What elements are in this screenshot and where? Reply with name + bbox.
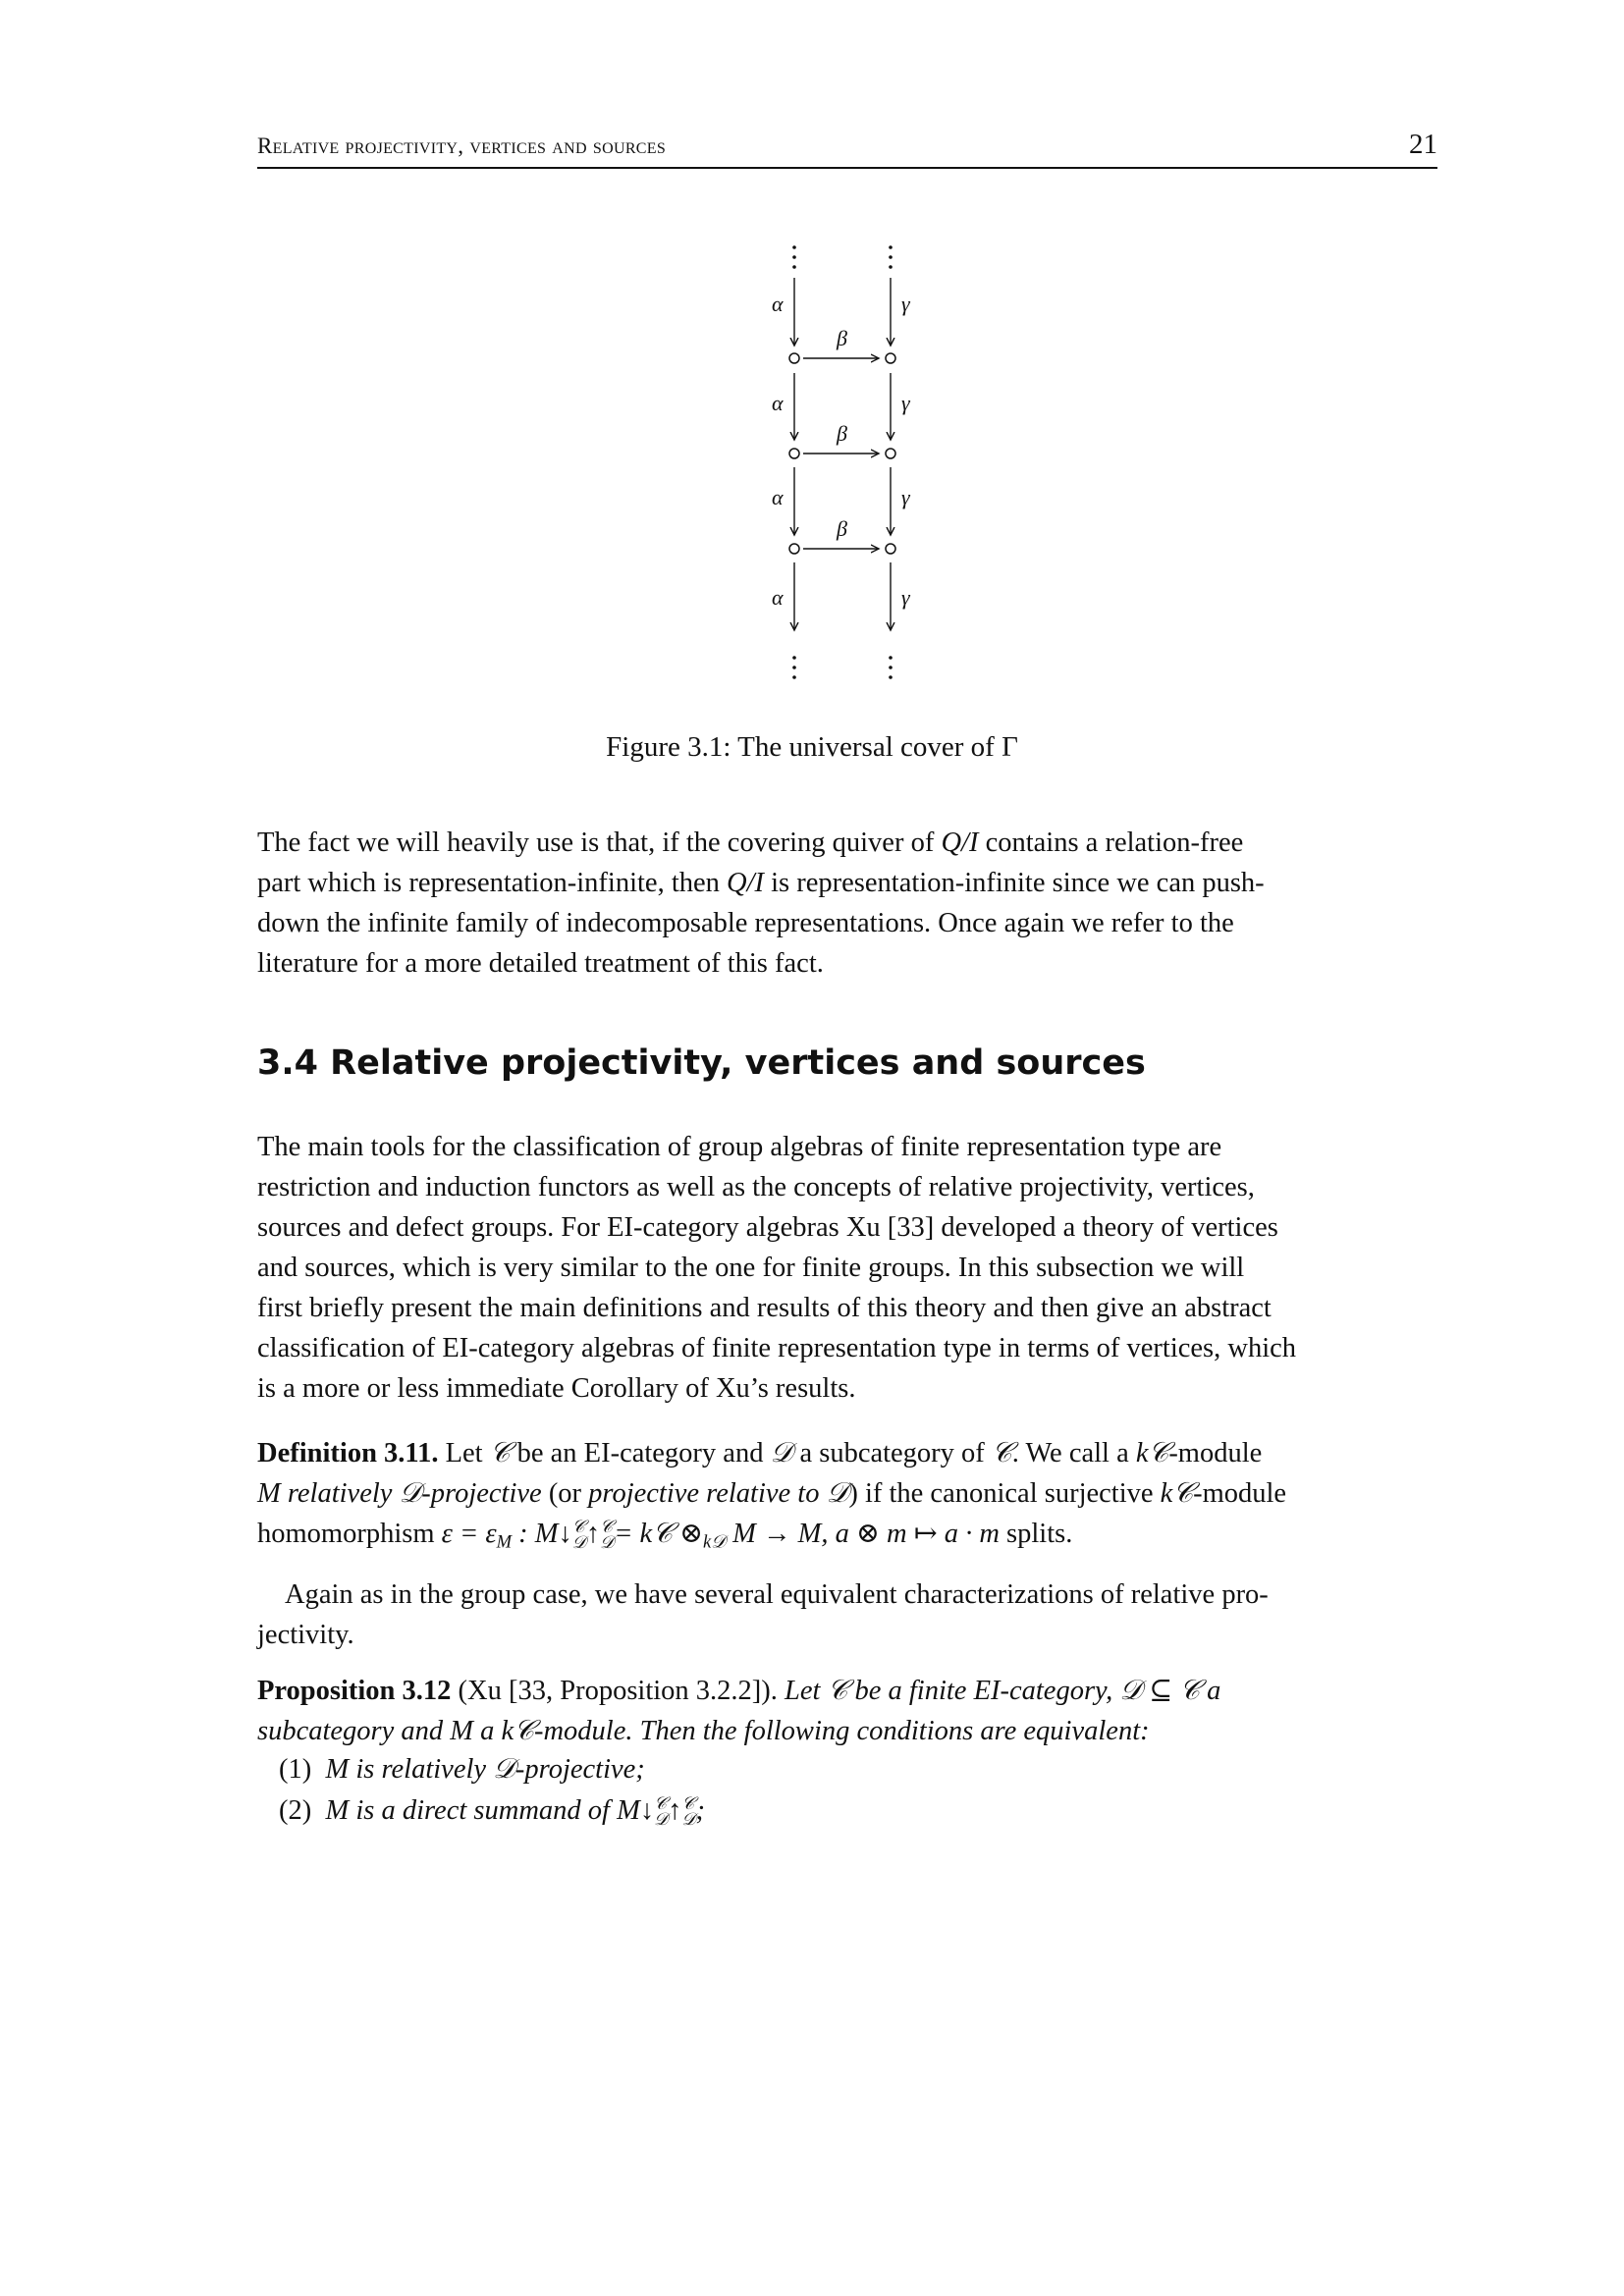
vertical-dots-bottom-right — [889, 656, 893, 679]
vertical-dots-top-right — [889, 245, 893, 269]
label-alpha-3: α — [772, 485, 784, 509]
label-beta-1: β — [837, 326, 847, 350]
label-alpha-2: α — [772, 391, 784, 415]
vertical-dots-bottom-left — [792, 656, 796, 679]
paragraph-intro: The main tools for the classification of group algebras of finite representation type are restriction and induction functors as well as the concepts of relative projectivity, vertices, sources and defect groups. For EI-category algebras Xu [33] developed a theory of vertices and sources, which is very similar to the one for finite groups. In this subsection we will first briefly present the main definitions and results of this theory and then give an abstract classification of EI-category algebras of finite representation type in terms of vertices, which is a more or less immediate Corollary of Xu’s results. — [257, 1132, 1297, 1404]
label-alpha-4: α — [772, 585, 784, 610]
label-gamma-3: γ — [901, 485, 910, 509]
paragraph-covering: The fact we will heavily use is that, if the covering quiver of Q/I contains a relation-free part which is representation-infinite, then Q/I is representation-infinite since we can push- down the infinite family of indecomposable representations. Once again we refer to the literature for a more detailed treatment of this fact. — [257, 828, 1265, 979]
definition-label: Definition 3.11. — [257, 1438, 439, 1468]
proposition-item-1: (1) M is relatively 𝒟-projective; — [279, 1754, 645, 1785]
page-number: 21 — [1409, 129, 1437, 160]
definition-formula: $\varepsilon = \varepsilon_M$ : M↓𝒞 𝒟↑𝒞 𝒟= k𝒞 $\otimes_{k𝒟}$ M → M, a ⊗ m ↦ a · m — [441, 1517, 1000, 1553]
proposition-label: Proposition 3.12 — [257, 1676, 452, 1706]
vertical-dots-top-left — [792, 245, 796, 269]
running-title: Relative projectivity, vertices and sources — [257, 133, 667, 158]
label-beta-3: β — [837, 516, 847, 541]
label-alpha-1: α — [772, 292, 784, 316]
definition-3-11: Definition 3.11. Let 𝒞 be an EI-category and 𝒟 a subcategory of 𝒞. We call a k𝒞-module M relatively 𝒟-projective (or projective relative to 𝒟) if the canonical surjective k𝒞-module homomorphism $\varepsilon = \varepsilon_M$ : M↓𝒞 𝒟↑𝒞 𝒟= k𝒞 $\otimes_{k𝒟}$ M → M, a ⊗ m ↦ a · m splits. — [257, 1438, 1287, 1553]
quiver-diagram — [0, 0, 1624, 785]
label-gamma-2: γ — [901, 391, 910, 415]
proposition-item-2: (2) M is a direct summand of M↓𝒞 𝒟↑𝒞 𝒟; — [279, 1793, 706, 1830]
figure-universal-cover — [0, 0, 1624, 785]
proposition-3-12: Proposition 3.12 (Xu [33, Proposition 3.2.2]). Let 𝒞 be a finite EI-category, 𝒟 ⊆ 𝒞 a subcategory and M a k𝒞-module. Then the following conditions are equivalent: — [257, 1676, 1221, 1746]
paragraph-again: Again as in the group case, we have several equivalent characterizations of relative pro- jectivity. — [257, 1579, 1269, 1650]
label-gamma-1: γ — [901, 292, 910, 316]
figure-caption: Figure 3.1: The universal cover of Γ — [606, 731, 1018, 763]
label-beta-2: β — [837, 421, 847, 446]
section-heading: 3.4 Relative projectivity, vertices and sources — [257, 1043, 1146, 1083]
label-gamma-4: γ — [901, 585, 910, 610]
